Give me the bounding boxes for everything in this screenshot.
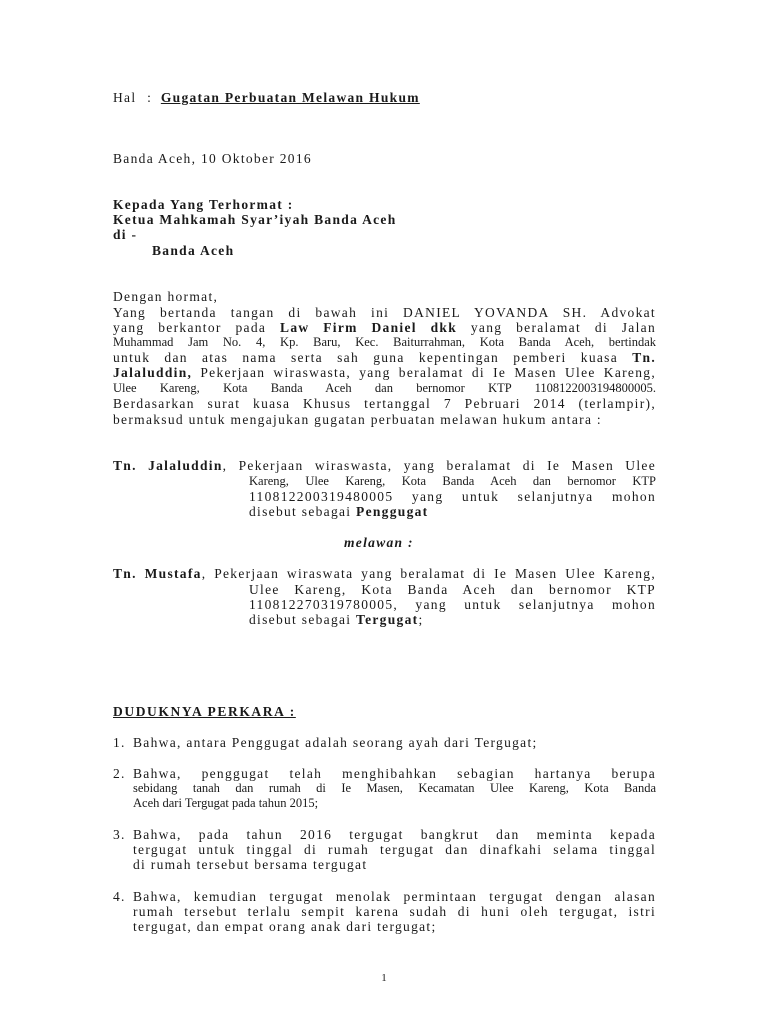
plaintiff-line-4 [249,504,428,519]
list-item-line: sebidang tanah dan rumah di Ie Masen, Kecamatan Ulee Kareng, Kota Banda [133,781,656,795]
plaintiff-name: Tn. Jalaluddin [113,458,223,473]
opening-text: Muhammad Jam No. 4, Kp. Baru, Kec. Baiturrahman, Kota Banda Aceh, bertindak [113,335,656,349]
section-title: DUDUKNYA PERKARA : [113,704,296,719]
list-item-number: 2. [113,766,126,781]
list-item-line: Bahwa, pada tahun 2016 tergugat bangkrut dan meminta kepada [133,827,656,842]
client-title: Tn. [632,350,656,365]
subject-title: Gugatan Perbuatan Melawan Hukum [160,90,420,105]
subject-line [113,90,420,105]
plaintiff-role: Penggugat [356,504,429,519]
opening-line-8 [113,412,602,427]
law-firm-name: Law Firm Daniel dkk [280,320,458,335]
defendant-role: Tergugat [356,612,419,627]
defendant-line-3: 110812270319780005, yang untuk selanjutnya mohon [249,597,656,612]
list-item-line: rumah tersebut terlalu sempit karena sudah di huni oleh tergugat, istri [133,904,656,919]
plaintiff-line-3: 110812200319480005 yang untuk selanjutnya mohon [249,489,656,504]
plaintiff-text: disebut sebagai [249,504,357,519]
opening-line-3 [113,335,656,350]
addressee-line-4: Banda Aceh [152,243,235,258]
list-item-number: 3. [113,827,126,842]
list-item-line: tergugat untuk tinggal di rumah tergugat dan dinafkahi selama tinggal [133,842,656,857]
defendant-line-1 [113,566,656,581]
hal-label: Hal [113,90,137,105]
opening-text: Yang bertanda tangan di bawah ini DANIEL YOVANDA SH. Advokat [113,305,656,320]
opening-text: bermaksud untuk mengajukan gugatan perbuatan melawan hukum antara : [113,412,602,427]
greeting: Dengan hormat, [113,289,219,304]
opening-text: Pekerjaan wiraswasta, yang beralamat di Ie Masen Ulee Kareng, [192,365,656,380]
plaintiff-line-1 [113,458,656,473]
hal-separator: : [147,90,153,105]
place-date: Banda Aceh, 10 Oktober 2016 [113,151,312,166]
opening-line-7 [113,396,656,411]
opening-text: Ulee Kareng, Kota Banda Aceh dan bernomor KTP 1108122003194800005. [113,381,656,395]
defendant-line-4 [249,612,424,627]
client-name: Jalaluddin, [113,365,193,380]
defendant-text: disebut sebagai [249,612,357,627]
opening-line-2 [113,320,656,335]
plaintiff-text: , Pekerjaan wiraswasta, yang beralamat di Ie Masen Ulee [222,458,656,473]
list-item-line: di rumah tersebut bersama tergugat [133,857,368,872]
opening-text: yang berkantor pada [113,320,281,335]
versus-label: melawan : [344,535,414,550]
opening-text: untuk dan atas nama serta sah guna kepentingan pemberi kuasa [113,350,633,365]
addressee-line-1: Kepada Yang Terhormat : [113,197,294,212]
addressee-line-2: Ketua Mahkamah Syar’iyah Banda Aceh [113,212,397,227]
opening-line-4 [113,350,656,365]
opening-text: yang beralamat di Jalan [457,320,656,335]
plaintiff-line-2: Kareng, Ulee Kareng, Kota Banda Aceh dan bernomor KTP [249,474,656,488]
list-item-line: tergugat, dan empat orang anak dari tergugat; [133,919,437,934]
defendant-text: , Pekerjaan wiraswata yang beralamat di Ie Masen Ulee Kareng, [201,566,656,581]
page-number: 1 [381,972,387,984]
list-item-line: Bahwa, antara Penggugat adalah seorang ayah dari Tergugat; [133,735,538,750]
defendant-line-2: Ulee Kareng, Kota Banda Aceh dan bernomor KTP [249,582,656,597]
opening-line-6 [113,381,656,396]
defendant-name: Tn. Mustafa [113,566,202,581]
opening-text: Berdasarkan surat kuasa Khusus tertanggal 7 Pebruari 2014 (terlampir), [113,396,656,411]
opening-line-5 [113,365,656,380]
list-item-line: Aceh dari Tergugat pada tahun 2015; [133,796,319,810]
opening-line-1 [113,305,656,320]
defendant-text: ; [418,612,424,627]
list-item-number: 4. [113,889,126,904]
list-item-number: 1. [113,735,126,750]
list-item-line: Bahwa, kemudian tergugat menolak permintaan tergugat dengan alasan [133,889,656,904]
list-item-line: Bahwa, penggugat telah menghibahkan sebagian hartanya berupa [133,766,656,781]
addressee-line-3: di - [113,227,138,242]
